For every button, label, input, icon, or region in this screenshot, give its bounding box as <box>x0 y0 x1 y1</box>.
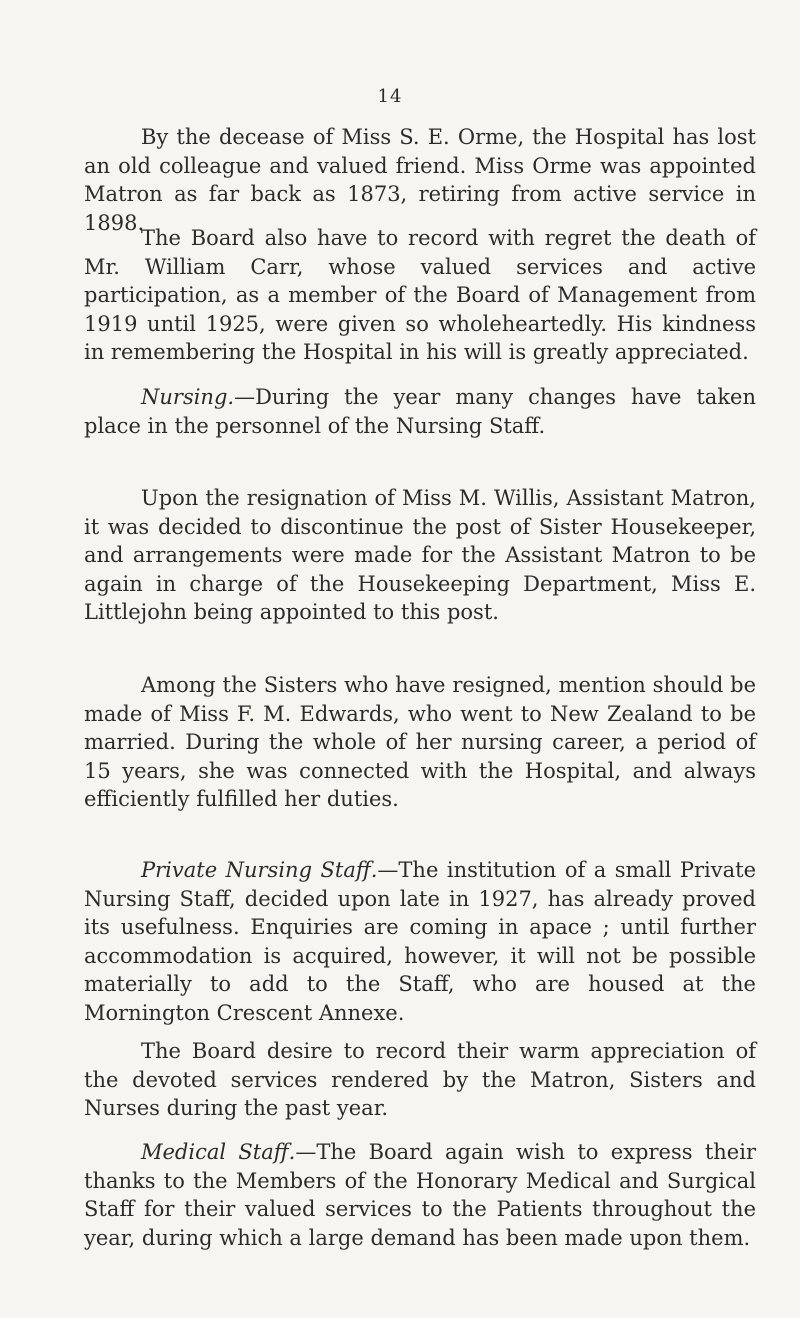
paragraph-miss-orme <box>84 123 756 237</box>
paragraph-text: The Board also have to record with regret the death of Mr. William Carr, whose valued services and active participation, as a member of the Board of Management from 1919 until 1925, were given so wholeheartedly. His kindness in remembering the Hospital in his will is greatly appreciated. <box>84 226 756 364</box>
paragraph-william-carr <box>84 224 756 367</box>
section-heading-private-nursing-staff: Private Nursing Staff. <box>141 858 378 882</box>
paragraph-text: Upon the resignation of Miss M. Willis, Assistant Matron, it was decided to discontinue the post of Sister Housekeeper, and arrangements were made for the Assistant Matron to be again in charge of the Housekeeping Department, Miss E. Littlejohn being appointed to this post. <box>84 486 756 624</box>
paragraph-sisters-resigned <box>84 671 756 814</box>
section-heading-medical-staff: Medical Staff. <box>141 1140 296 1164</box>
paragraph-board-appreciation <box>84 1037 756 1123</box>
paragraph-text: By the decease of Miss S. E. Orme, the Hospital has lost an old colleague and valued friend. Miss Orme was appointed Matron as far back as 1873, retiring from active service in 1898. <box>84 125 756 235</box>
paragraph-text: The Board desire to record their warm appreciation of the devoted services rendered by the Matron, Sisters and Nurses during the past year. <box>84 1039 756 1120</box>
paragraph-private-nursing-staff <box>84 856 756 1027</box>
paragraph-text: —The institution of a small Private Nursing Staff, decided upon late in 1927, has already proved its usefulness. Enquiries are coming in apace ; until further accommodation is acquired, however, it will not be possible materially to add to the Staff, who are housed at the Mornington Crescent Annexe. <box>84 858 756 1025</box>
paragraph-medical-staff <box>84 1138 756 1252</box>
paragraph-nursing <box>84 383 756 440</box>
paragraph-text: Among the Sisters who have resigned, mention should be made of Miss F. M. Edwards, who went to New Zealand to be married. During the whole of her nursing career, a period of 15 years, she was connected with the Hospital, and always efficiently fulfilled her duties. <box>84 673 756 811</box>
paragraph-resignation-willis <box>84 484 756 627</box>
page-number: 14 <box>377 86 403 107</box>
section-heading-nursing: Nursing. <box>141 385 235 409</box>
paragraph-text: —The Board again wish to express their thanks to the Members of the Honorary Medical and Surgical Staff for their valued services to the Patients throughout the year, during which a large demand has been made upon them. <box>84 1140 756 1250</box>
paragraph-text: —During the year many changes have taken place in the personnel of the Nursing Staff. <box>84 385 756 438</box>
